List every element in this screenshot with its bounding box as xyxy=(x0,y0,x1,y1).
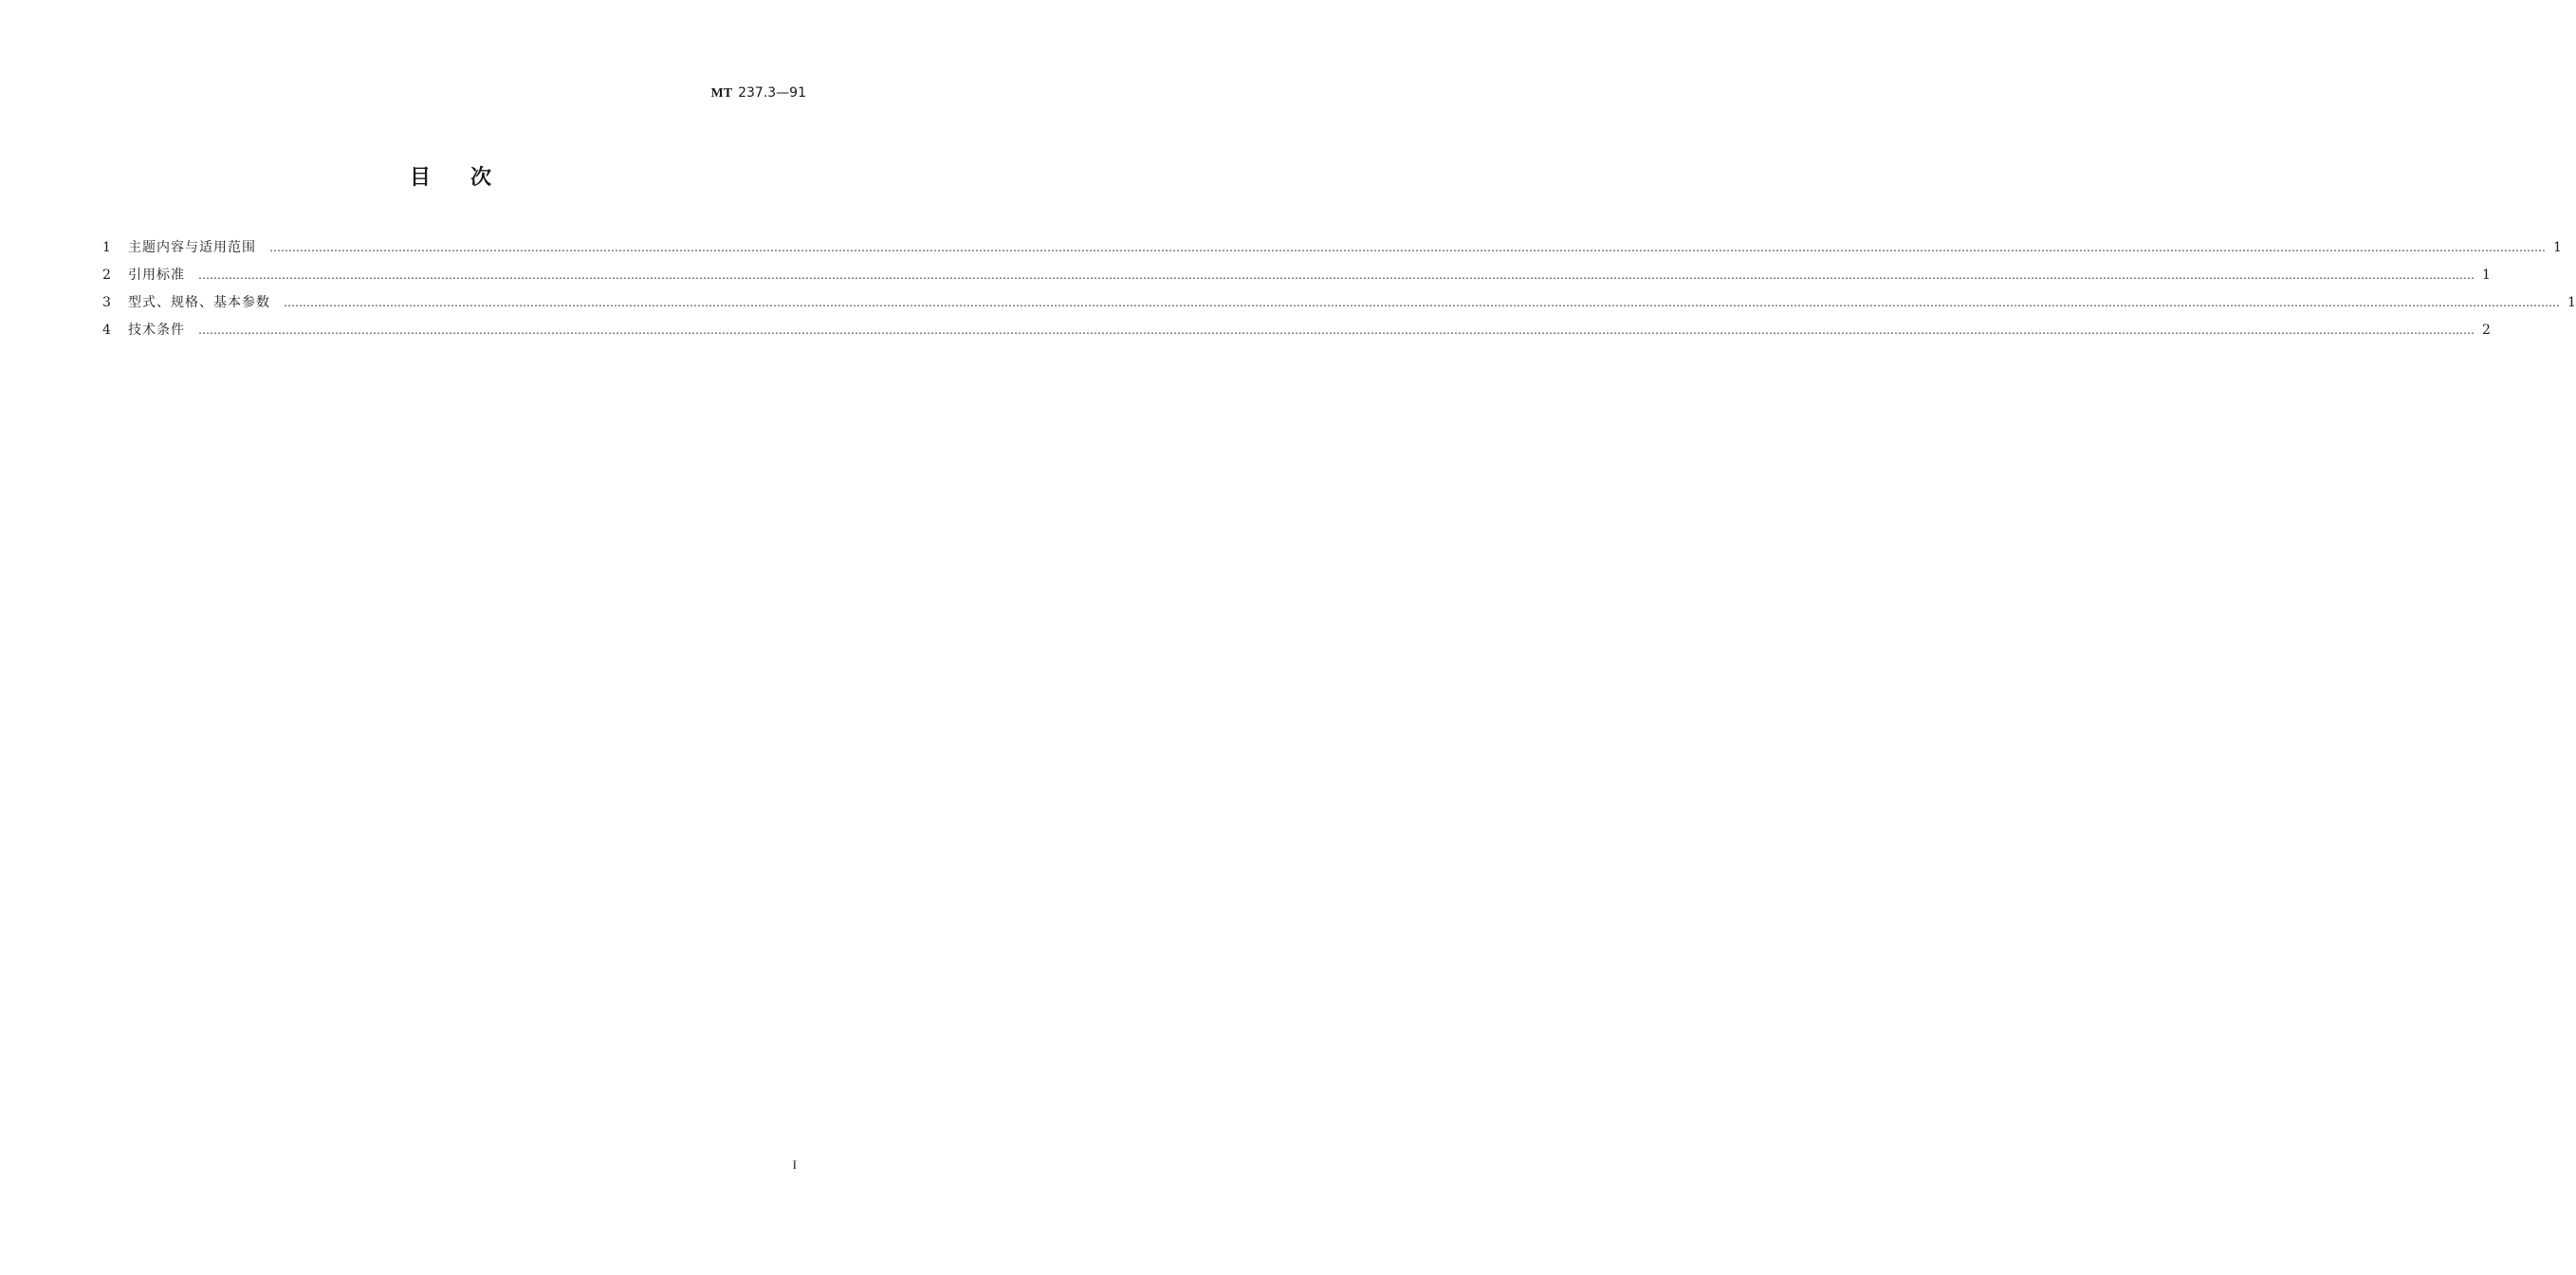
toc-entry-page: 1 xyxy=(2553,240,2562,255)
toc-entry-number: 3 xyxy=(102,295,111,310)
toc-entry[interactable] xyxy=(102,265,2491,292)
toc-entry-page: 1 xyxy=(2567,295,2576,310)
toc-entry[interactable] xyxy=(102,237,2562,265)
standard-number: 237.3—91 xyxy=(738,85,806,101)
toc-title: 目次 xyxy=(409,166,531,190)
standard-code xyxy=(711,85,806,102)
toc-leader-dots: …………………………………………………………………………………………………………………………………………………………………………………………………………………………………………………………………………………………………………………………………………………………………………………………………………………………………………………………………………………………………………………………………………………… xyxy=(269,241,2546,254)
toc-entry[interactable] xyxy=(102,292,2576,320)
standard-prefix: MT xyxy=(710,86,733,101)
toc-entry-text: 技术条件 xyxy=(128,323,185,338)
toc-entry[interactable] xyxy=(102,320,2491,347)
toc-entry-text: 主题内容与适用范围 xyxy=(128,240,256,255)
toc-entry-number: 1 xyxy=(102,240,111,255)
toc-entry-page: 2 xyxy=(2482,323,2491,338)
toc-entry-page: 1 xyxy=(2482,268,2491,283)
toc-leader-dots: …………………………………………………………………………………………………………………………………………………………………………………………………………………………………………………………………………………………………………………………………………………………………………………………………………………………………………………………………………………………………………………………………………………… xyxy=(284,296,2560,309)
toc-entry-text: 引用标准 xyxy=(128,268,185,283)
page-number: I xyxy=(792,1157,797,1172)
toc-entry-number: 2 xyxy=(102,268,111,283)
table-of-contents xyxy=(102,237,2576,347)
toc-leader-dots: …………………………………………………………………………………………………………………………………………………………………………………………………………………………………………………………………………………………………………………………………………………………………………………………………………………………………………………………………………………………………………………………………………………… xyxy=(198,268,2475,282)
toc-entry-text: 型式、规格、基本参数 xyxy=(128,295,270,310)
toc-entry-number: 4 xyxy=(102,323,111,338)
toc-leader-dots: …………………………………………………………………………………………………………………………………………………………………………………………………………………………………………………………………………………………………………………………………………………………………………………………………………………………………………………………………………………………………………………………………………………… xyxy=(198,323,2475,337)
